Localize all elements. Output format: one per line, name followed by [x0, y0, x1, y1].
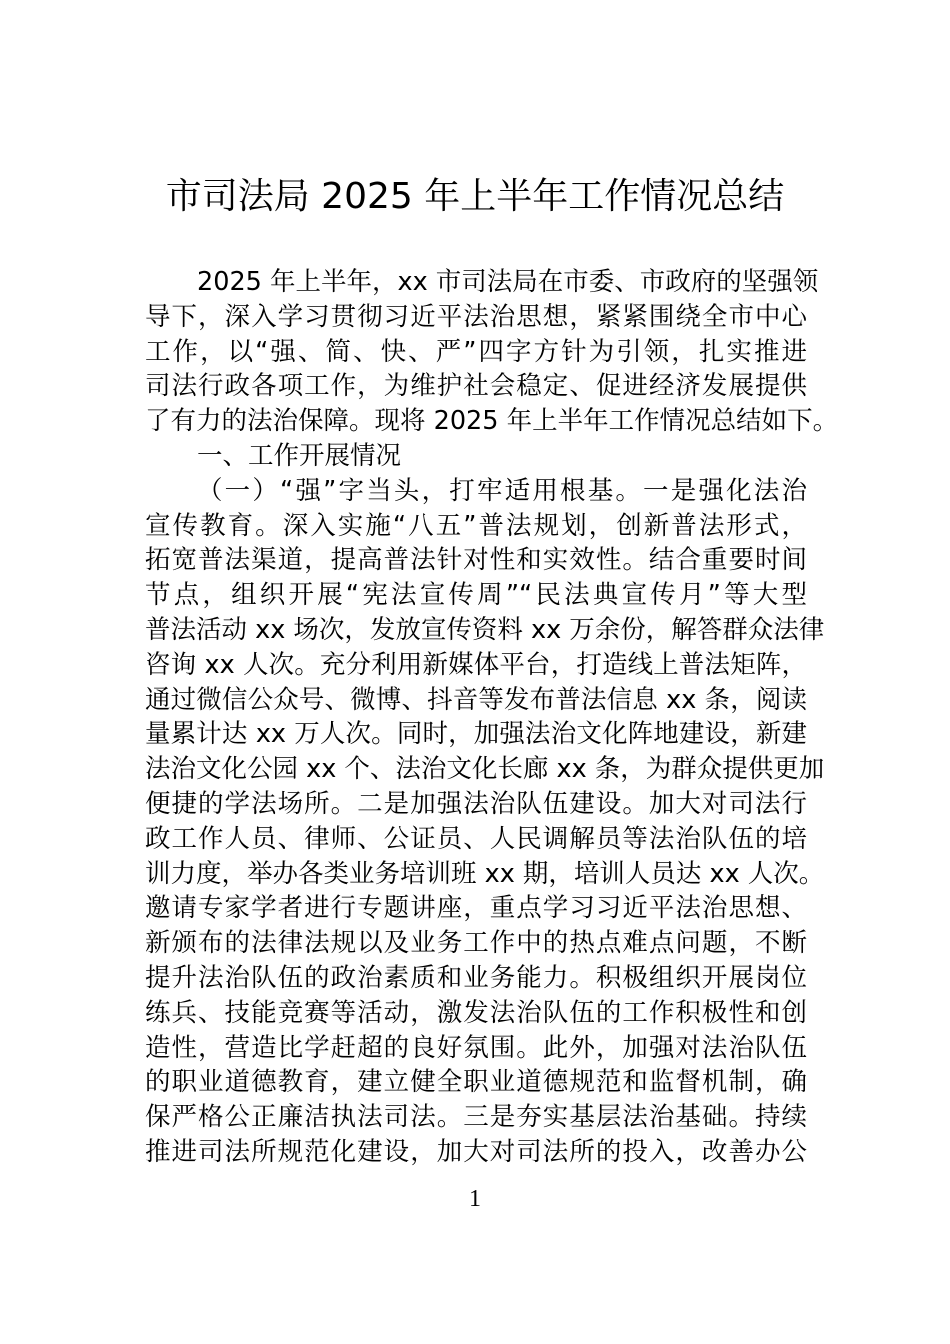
- paragraph: [145, 265, 839, 439]
- text-line: 政工作人员、律师、公证员、人民调解员等法治队伍的培: [145, 823, 807, 854]
- paragraph: [145, 474, 825, 1170]
- text-line: 便捷的学法场所。二是加强法治队伍建设。加大对司法行: [145, 788, 807, 819]
- text-line: 训力度，举办各类业务培训班 xx 期，培训人员达 xx 人次。: [145, 858, 825, 889]
- text-line: 法治文化公园 xx 个、法治文化长廊 xx 条，为群众提供更加: [145, 754, 825, 785]
- document-title: 市司法局 2025 年上半年工作情况总结: [165, 176, 785, 217]
- text-line: 宣传教育。深入实施“八五”普法规划，创新普法形式，: [145, 510, 807, 541]
- text-line: 造性，营造比学赶超的良好氛围。此外，加强对法治队伍: [145, 1032, 807, 1063]
- text-line: 了有力的法治保障。现将 2025 年上半年工作情况总结如下。: [145, 406, 839, 437]
- text-line: 提升法治队伍的政治素质和业务能力。积极组织开展岗位: [145, 962, 807, 993]
- text-line: 邀请专家学者进行专题讲座，重点学习习近平法治思想、: [145, 893, 807, 924]
- text-line: 咨询 xx 人次。充分利用新媒体平台，打造线上普法矩阵，: [145, 649, 807, 680]
- text-line: 司法行政各项工作，为维护社会稳定、促进经济发展提供: [145, 371, 807, 402]
- text-line: 新颁布的法律法规以及业务工作中的热点难点问题，不断: [145, 928, 807, 959]
- text-line: 的职业道德教育，建立健全职业道德规范和监督机制，确: [145, 1067, 807, 1098]
- text-line: 推进司法所规范化建设，加大对司法所的投入，改善办公: [145, 1136, 807, 1167]
- document-body: [145, 265, 839, 1170]
- text-line: 导下，深入学习贯彻习近平法治思想，紧紧围绕全市中心: [145, 301, 807, 332]
- text-line: 练兵、技能竞赛等活动，激发法治队伍的工作积极性和创: [145, 997, 807, 1028]
- text-line: 2025 年上半年，xx 市司法局在市委、市政府的坚强领: [197, 267, 819, 297]
- text-line: 量累计达 xx 万人次。同时，加强法治文化阵地建设，新建: [145, 719, 807, 750]
- text-line: 通过微信公众号、微博、抖音等发布普法信息 xx 条，阅读: [145, 684, 807, 715]
- text-line: （一）“强”字当头，打牢适用根基。一是强化法治: [197, 475, 807, 506]
- heading-line: 一、工作开展情况: [197, 440, 402, 471]
- section-heading: [145, 439, 807, 474]
- page-number: 1: [469, 1186, 481, 1212]
- text-line: 普法活动 xx 场次，发放宣传资料 xx 万余份，解答群众法律: [145, 614, 825, 645]
- text-line: 节点，组织开展“宪法宣传周”“民法典宣传月”等大型: [145, 580, 807, 611]
- text-line: 拓宽普法渠道，提高普法针对性和实效性。结合重要时间: [145, 545, 807, 576]
- text-line: 保严格公正廉洁执法司法。三是夯实基层法治基础。持续: [145, 1102, 807, 1133]
- text-line: 工作，以“强、简、快、严”四字方针为引领，扎实推进: [145, 336, 807, 367]
